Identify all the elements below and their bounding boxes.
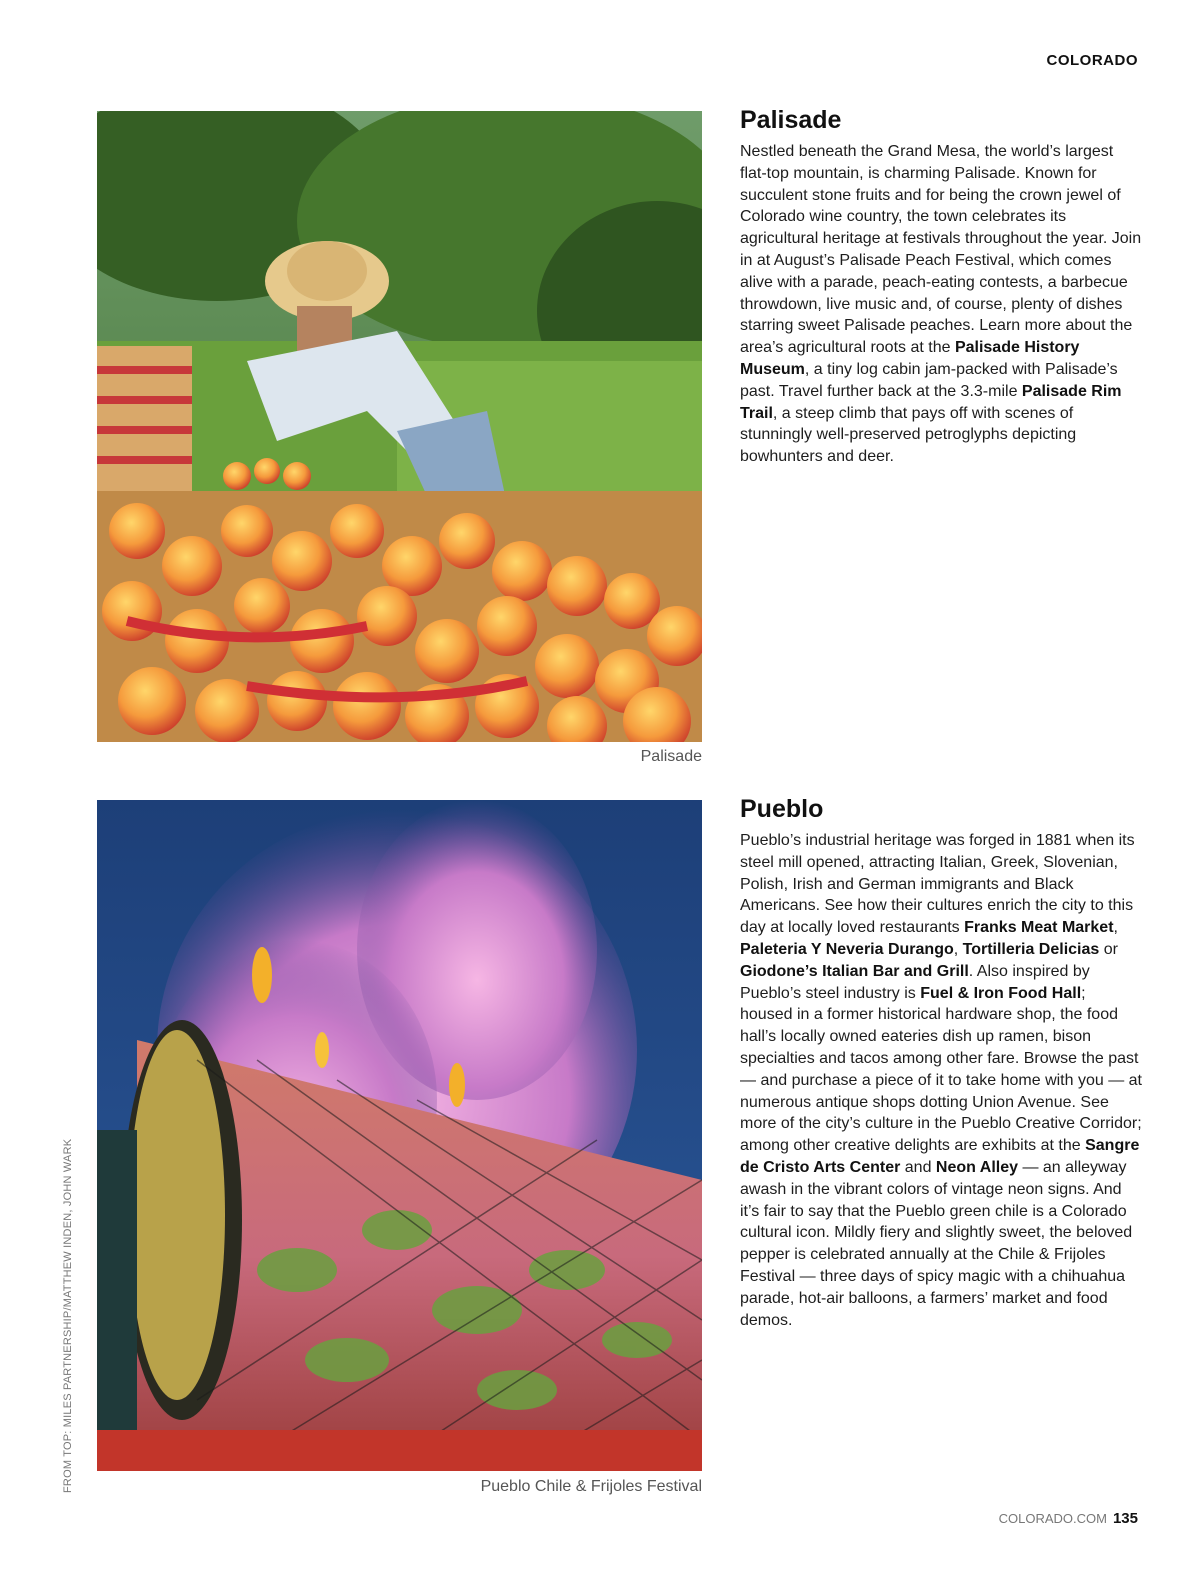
bold-place-name: Fuel & Iron Food Hall — [920, 984, 1082, 1002]
palisade-heading: Palisade — [740, 106, 842, 134]
page-number: 135 — [1112, 1510, 1138, 1527]
bold-place-name: Neon Alley — [935, 1158, 1019, 1176]
page-footer — [999, 1510, 1138, 1527]
body-text: ; housed in a former historical hardware shop, the food hall’s locally owned eateries dish up ramen, bison specialties and tacos among other fare. Browse the past — and purchase a piece of it to take home with you — at numerous antique shops dotting Union Avenue. See more of the city’s culture in the Pueblo Creative Corridor; among other creative delights are exhibits at the — [740, 984, 1142, 1155]
section-label: COLORADO — [1046, 52, 1138, 69]
body-text: . Also inspired by Pueblo’s steel industry is — [740, 962, 1090, 1002]
photo-credit: FROM TOP: MILES PARTNERSHIP/MATTHEW INDEN, JOHN WARK — [62, 1138, 74, 1493]
bold-place-name: Palisade Rim Trail — [740, 382, 1122, 422]
pueblo-article — [740, 795, 1142, 1331]
bold-place-name: Sangre de Cristo Arts Center — [740, 1137, 1140, 1176]
pueblo-heading: Pueblo — [740, 795, 824, 823]
palisade-caption: Palisade — [640, 748, 702, 765]
body-text: and — [900, 1158, 936, 1176]
bold-place-name: Giodone’s Italian Bar and Grill — [740, 962, 969, 980]
pueblo-caption: Pueblo Chile & Frijoles Festival — [480, 1478, 702, 1495]
palisade-body — [740, 141, 1142, 468]
pueblo-body — [740, 830, 1142, 1331]
palisade-article — [740, 106, 1142, 468]
body-text: or — [1099, 940, 1118, 958]
body-text: , a tiny log cabin jam-packed with Palisade’s past. Travel further back at the 3.3-mile — [740, 360, 1118, 400]
body-text: — an alleyway awash in the vibrant colors of vintage neon signs. And it’s fair to say that the Pueblo green chile is a Colorado cultural icon. Mildly fiery and slightly sweet, the beloved pepper is celebrated annually at the Chile & Frijoles Festival — three days of spicy magic with a chihuahua parade, hot-air balloons, a farmers’ market and food demos. — [740, 1158, 1133, 1329]
bold-place-name: Tortilleria Delicias — [962, 940, 1100, 958]
body-text: , — [1113, 919, 1118, 937]
pueblo-photo — [97, 800, 702, 1471]
palisade-photo — [97, 111, 702, 742]
bold-place-name: Franks Meat Market — [964, 919, 1114, 937]
body-text: , a steep climb that pays off with scenes of stunningly well-preserved petroglyphs depicting bowhunters and deer. — [740, 404, 1077, 466]
footer-site: COLORADO.COM — [998, 1511, 1107, 1526]
body-text: , — [953, 940, 963, 958]
bold-place-name: Paleteria Y Neveria Durango — [740, 940, 954, 958]
body-text: Nestled beneath the Grand Mesa, the world’s largest flat-top mountain, is charming Palisade. Known for succulent stone fruits and for being the crown jewel of Colorado wine country, the town celebrates its agricultural heritage at festivals throughout the year. Join in at August’s Palisade Peach Festival, which comes alive with a parade, peach-eating contests, a barbecue throwdown, live music and, of course, plenty of dishes starring sweet Palisade peaches. Learn more about the area’s agricultural roots at the — [740, 143, 1142, 357]
bold-place-name: Palisade History Museum — [740, 339, 1080, 378]
body-text: Pueblo’s industrial heritage was forged in 1881 when its steel mill opened, attracting Italian, Greek, Slovenian, Polish, Irish and German immigrants and Black Americans. See how their cultures enrich the city to this day at locally loved restaurants — [740, 832, 1135, 937]
